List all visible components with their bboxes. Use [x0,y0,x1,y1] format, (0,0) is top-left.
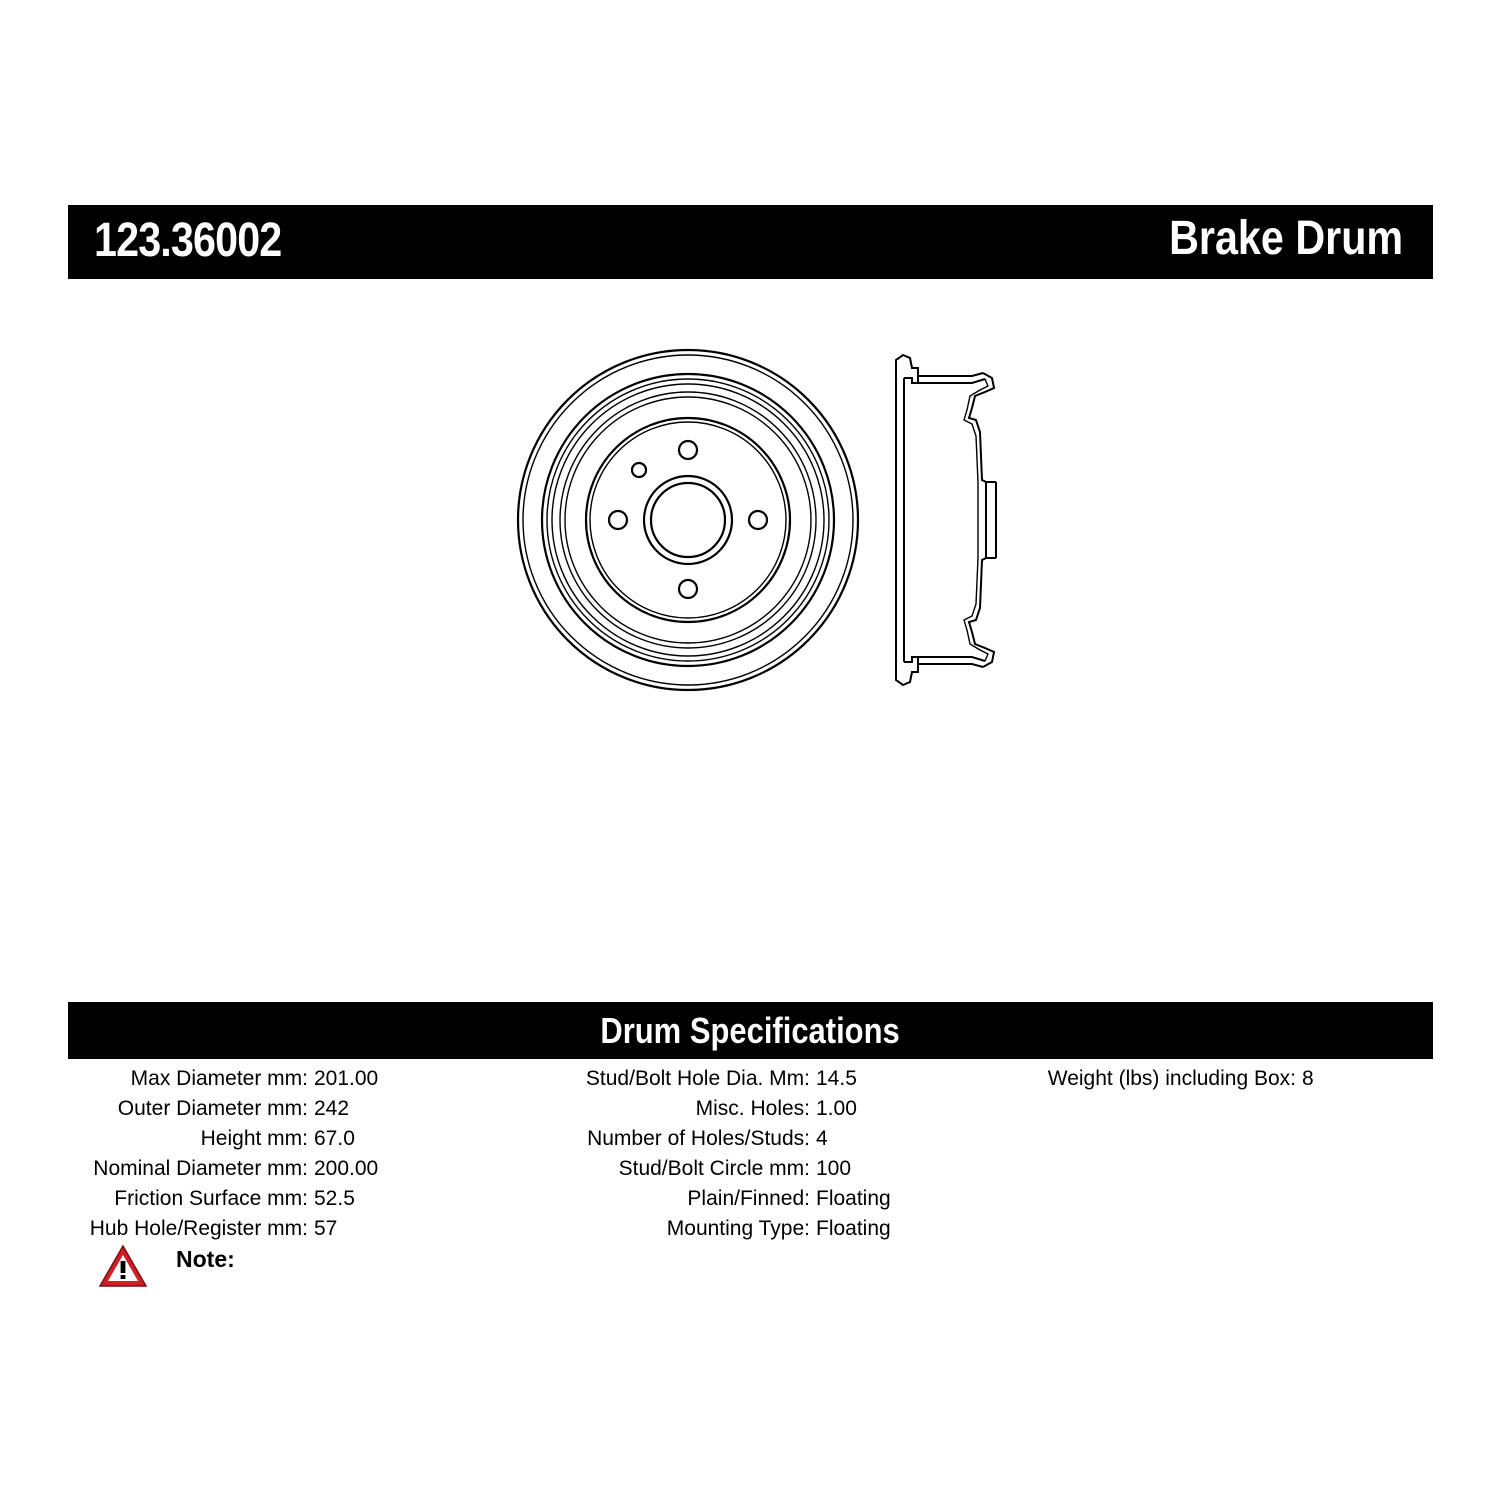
spec-row [60,1184,378,1214]
specs-column-left [60,1064,378,1244]
specs-title: Drum Specifications [600,1010,901,1051]
spec-value: 67.0 [314,1127,355,1150]
spec-value: Floating [816,1217,891,1240]
spec-row [60,1094,378,1124]
spec-label: Plain/Finned: [687,1187,810,1210]
spec-row [560,1154,891,1184]
spec-row [560,1064,891,1094]
spec-value: 14.5 [816,1067,857,1090]
spec-value: Floating [816,1187,891,1210]
spec-row [560,1184,891,1214]
spec-row [60,1214,378,1244]
spec-label: Stud/Bolt Hole Dia. Mm: [585,1067,810,1090]
spec-value: 4 [816,1127,828,1150]
spec-value: 57 [314,1217,338,1240]
spec-row [560,1094,891,1124]
spec-label: Outer Diameter mm: [117,1097,308,1120]
spec-value: 1.00 [816,1097,857,1120]
specs-header-bar [68,1002,1433,1059]
spec-value: 52.5 [314,1187,355,1210]
spec-label: Friction Surface mm: [114,1187,308,1210]
spec-value: 242 [314,1097,350,1120]
spec-label: Max Diameter mm: [130,1067,308,1090]
spec-label: Weight (lbs) including Box: [1047,1067,1296,1090]
drum-front-view [518,350,858,690]
spec-row [1040,1064,1314,1094]
spec-row [60,1064,378,1094]
spec-value: 100 [816,1157,852,1180]
spec-row [60,1154,378,1184]
warning-triangle-icon [98,1244,148,1288]
spec-value: 201.00 [314,1067,379,1090]
specs-column-middle [560,1064,891,1244]
spec-value: 8 [1302,1067,1314,1090]
spec-label: Number of Holes/Studs: [587,1127,810,1150]
part-type: Brake Drum [1168,212,1403,265]
spec-row [60,1124,378,1154]
spec-row [560,1124,891,1154]
drum-side-view [896,355,996,685]
spec-label: Hub Hole/Register mm: [89,1217,308,1240]
spec-label: Misc. Holes: [695,1097,810,1120]
spec-value: 200.00 [314,1157,379,1180]
spec-label: Stud/Bolt Circle mm: [618,1157,810,1180]
spec-label: Height mm: [200,1127,308,1150]
part-number: 123.36002 [94,214,282,267]
spec-row [560,1214,891,1244]
spec-label: Nominal Diameter mm: [93,1157,308,1180]
specs-column-right [1040,1064,1314,1094]
spec-label: Mounting Type: [666,1217,810,1240]
note-label: Note: [176,1246,235,1272]
